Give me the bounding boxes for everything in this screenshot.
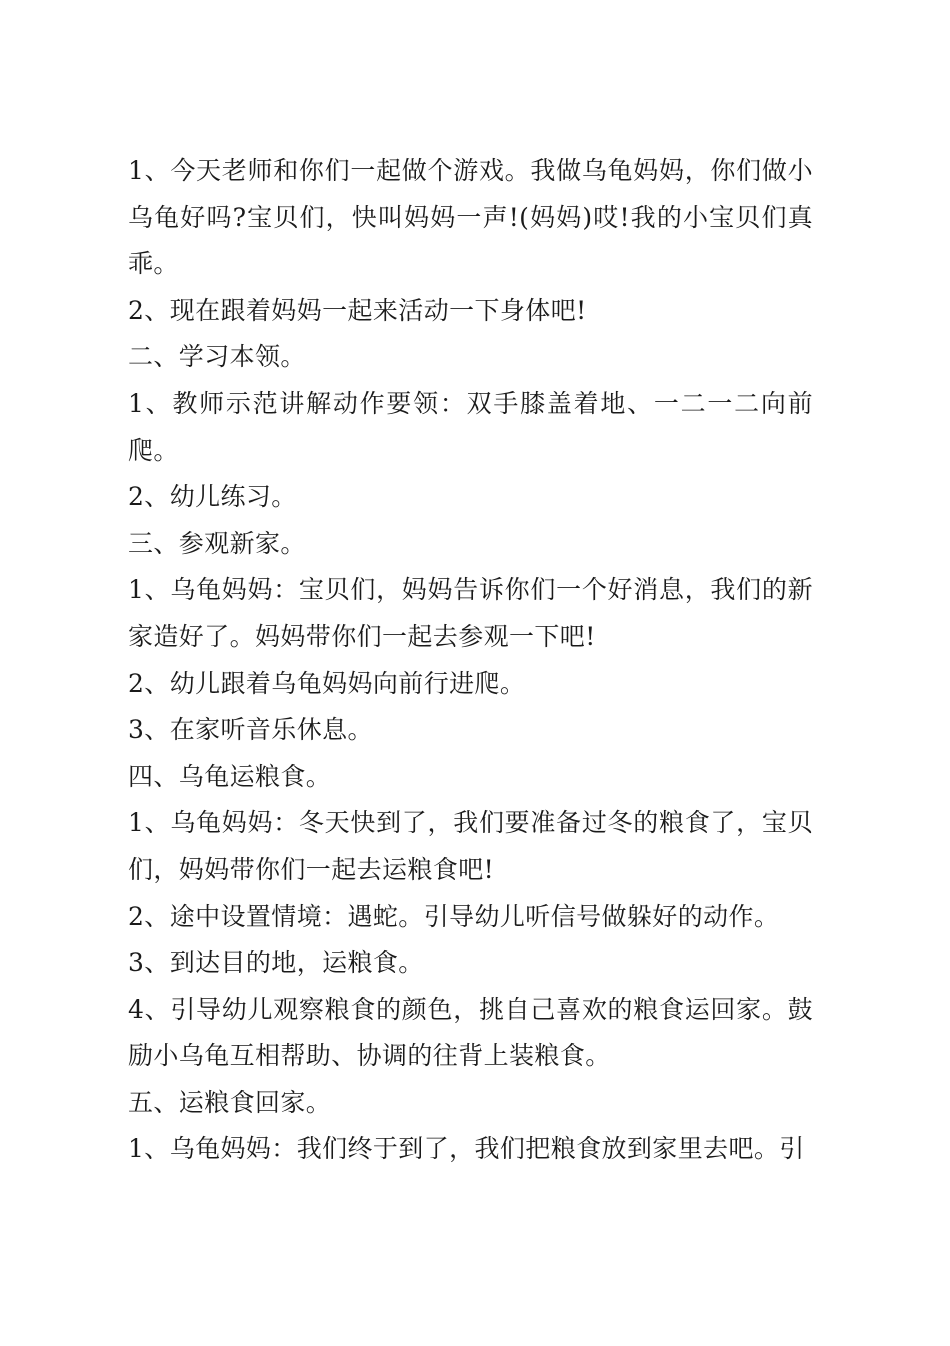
- paragraph-observe-food: 4、引导幼儿观察粮食的颜色，挑自己喜欢的粮食运回家。鼓励小乌龟互相帮助、协调的往背上装粮食。: [128, 994, 813, 1071]
- paragraph-rest: 3、在家听音乐休息。: [128, 715, 373, 745]
- section-heading-2: 二、学习本领。: [128, 342, 306, 372]
- paragraph-return-home: 1、乌龟妈妈：我们终于到了，我们把粮食放到家里去吧。引: [128, 1134, 805, 1164]
- paragraph-demo: 1、教师示范讲解动作要领：双手膝盖着地、一二一二向前爬。: [128, 388, 813, 465]
- section-heading-4: 四、乌龟运粮食。: [128, 761, 332, 791]
- section-heading-3: 三、参观新家。: [128, 528, 306, 558]
- paragraph-winter-food: 1、乌龟妈妈：冬天快到了，我们要准备过冬的粮食了，宝贝们，妈妈带你们一起去运粮食吧!: [128, 808, 813, 884]
- paragraph-crawl-forward: 2、幼儿跟着乌龟妈妈向前行进爬。: [128, 668, 526, 698]
- paragraph-practice: 2、幼儿练习。: [128, 482, 297, 512]
- section-heading-5: 五、运粮食回家。: [128, 1087, 332, 1117]
- paragraph-new-home: 1、乌龟妈妈：宝贝们，妈妈告诉你们一个好消息，我们的新家造好了。妈妈带你们一起去参观一下吧!: [128, 575, 813, 651]
- paragraph-snake-scenario: 2、途中设置情境：遇蛇。引导幼儿听信号做躲好的动作。: [128, 901, 780, 931]
- paragraph-intro-game: 1、今天老师和你们一起做个游戏。我做乌龟妈妈，你们做小乌龟好吗?宝贝们，快叫妈妈一声!(妈妈)哎!我的小宝贝们真乖。: [128, 156, 813, 279]
- document-body: [128, 148, 813, 1173]
- paragraph-arrive: 3、到达目的地，运粮食。: [128, 948, 424, 978]
- paragraph-warmup: 2、现在跟着妈妈一起来活动一下身体吧!: [128, 295, 587, 325]
